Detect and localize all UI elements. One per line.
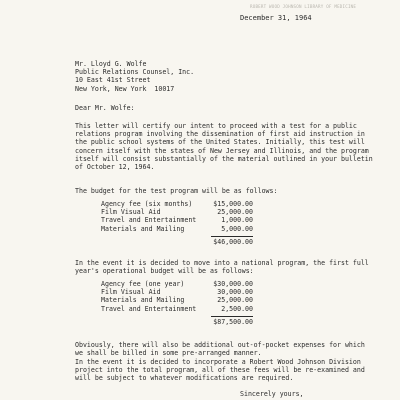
budget-item-amount: 1,000.00 [221, 216, 253, 225]
budget-item-label: Agency fee (six months) [101, 200, 193, 208]
test-budget-table [101, 200, 253, 233]
budget-item-amount: 2,500.00 [221, 304, 253, 313]
budget-item-amount: 30,000.00 [217, 288, 253, 297]
recipient-street: 10 East 41st Street [75, 76, 151, 85]
closing: Sincerely yours, [240, 390, 304, 398]
budget-item-label: Film Visual Aid [101, 208, 161, 217]
budget-row [101, 280, 253, 288]
paragraph-test-budget-intro: The budget for the test program will be as follows: [75, 187, 278, 195]
budget-item-amount: $30,000.00 [213, 280, 253, 288]
recipient-city: New York, New York 10017 [75, 84, 175, 93]
budget-item-label: Film Visual Aid [101, 288, 161, 297]
archive-stamp: ROBERT WOOD JOHNSON LIBRARY OF MEDICINE [250, 4, 357, 9]
test-budget-rule [211, 236, 253, 237]
budget-item-label: Materials and Mailing [101, 296, 185, 305]
paragraph-intent: This letter will certify our intent to proceed with a test for a public relations program involving the dissemination of first aid instruction in the public school systems of the United States. Initially, this test will concern itself with the states of New Jersey and Illinois, and the program itself will consist substantially of the material outlined in your bulletin of October 12, 1964. [75, 122, 373, 172]
national-budget-total: $87,500.00 [213, 318, 253, 326]
budget-row [101, 296, 253, 304]
letter-date: December 31, 1964 [240, 14, 312, 22]
test-budget-total: $46,000.00 [213, 238, 253, 246]
budget-item-label: Agency fee (one year) [101, 280, 185, 288]
budget-item-label: Materials and Mailing [101, 224, 185, 233]
recipient-address [75, 60, 194, 93]
budget-item-label: Travel and Entertainment [101, 304, 197, 313]
recipient-title: Public Relations Counsel, Inc. [75, 68, 195, 77]
national-budget-rule [211, 316, 253, 317]
budget-row [101, 208, 253, 216]
budget-item-amount: 5,000.00 [221, 224, 253, 233]
budget-item-label: Travel and Entertainment [101, 216, 197, 225]
paragraph-expenses: Obviously, there will also be additional out-of-pocket expenses for which we shall be billed in some pre-arranged manner. [75, 341, 365, 358]
salutation: Dear Mr. Wolfe: [75, 104, 135, 112]
budget-row [101, 305, 253, 313]
budget-row [101, 225, 253, 233]
budget-row [101, 200, 253, 208]
budget-item-amount: $15,000.00 [213, 200, 253, 208]
budget-row [101, 216, 253, 224]
budget-row [101, 288, 253, 296]
national-budget-table [101, 280, 253, 313]
paragraph-division-project: In the event it is decided to incorporate a Robert Wood Johnson Division project into the total program, all of these fees will be re-examined and will be subject to whatever modifications are required. [75, 358, 365, 383]
recipient-name: Mr. Lloyd G. Wolfe [75, 60, 147, 68]
budget-item-amount: 25,000.00 [217, 208, 253, 217]
budget-item-amount: 25,000.00 [217, 296, 253, 305]
paragraph-national-budget-intro: In the event it is decided to move into a national program, the first full year's operational budget will be as follows: [75, 259, 369, 276]
